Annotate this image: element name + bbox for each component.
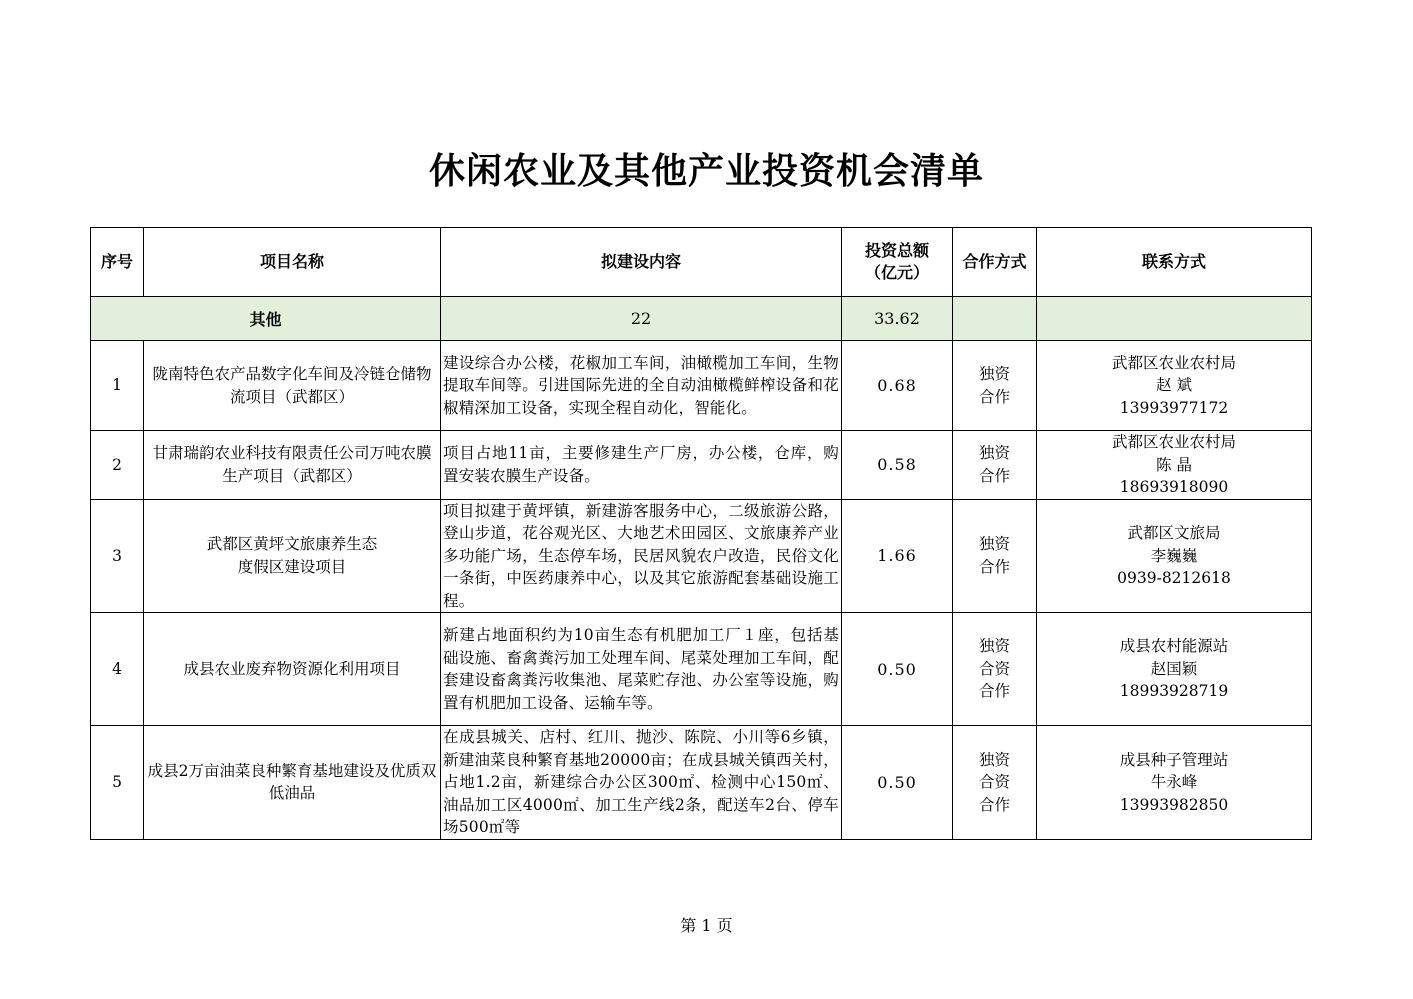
row-investment-amount: 0.50 bbox=[842, 726, 953, 840]
summary-label: 其他 bbox=[91, 297, 441, 341]
header-amount bbox=[842, 228, 953, 297]
table-row bbox=[91, 431, 1312, 500]
contact-org: 成县种子管理站 bbox=[1119, 750, 1229, 769]
table-row bbox=[91, 726, 1312, 840]
row-contact bbox=[1037, 499, 1312, 613]
page-number: 第 1 页 bbox=[680, 916, 733, 935]
row-construction-content: 建设综合办公楼，花椒加工车间，油橄榄加工车间，生物提取车间等。引进国际先进的全自动油橄榄鲜榨设备和花椒精深加工设备，实现全程自动化，智能化。 bbox=[441, 341, 842, 431]
row-project-name: 成县农业废弃物资源化利用项目 bbox=[144, 613, 441, 726]
row-cooperation-mode: 独资 合作 bbox=[953, 499, 1037, 613]
data-rows bbox=[91, 341, 1312, 840]
row-construction-content: 在成县城关、店村、红川、抛沙、陈院、小川等6乡镇，新建油菜良种繁育基地20000亩；在成县城关镇西关村，占地1.2亩，新建综合办公区300㎡、检测中心150㎡、油品加工区4000㎡、加工生产线2条，配送车2台、停车场500㎡等 bbox=[441, 726, 842, 840]
summary-blank-contact bbox=[1037, 297, 1312, 341]
row-construction-content: 项目占地11亩，主要修建生产厂房，办公楼，仓库，购置安装农膜生产设备。 bbox=[441, 431, 842, 500]
contact-phone: 13993977172 bbox=[1119, 398, 1229, 417]
row-seq: 5 bbox=[91, 726, 144, 840]
contact-phone: 18993928719 bbox=[1119, 682, 1229, 701]
summary-count: 22 bbox=[441, 297, 842, 341]
row-investment-amount: 0.50 bbox=[842, 613, 953, 726]
row-seq: 4 bbox=[91, 613, 144, 726]
contact-person: 赵国颖 bbox=[1150, 659, 1198, 678]
row-project-name: 成县2万亩油菜良种繁育基地建设及优质双低油品 bbox=[144, 726, 441, 840]
table-row bbox=[91, 499, 1312, 613]
row-seq: 1 bbox=[91, 341, 144, 431]
row-investment-amount: 0.58 bbox=[842, 431, 953, 500]
contact-person: 赵 斌 bbox=[1156, 376, 1192, 395]
row-construction-content: 新建占地面积约为10亩生态有机肥加工厂１座，包括基础设施、畜禽粪污加工处理车间、尾菜处理加工车间，配套建设畜禽粪污收集池、尾菜贮存池、办公室等设施，购置有机肥加工设备、运输车等。 bbox=[441, 613, 842, 726]
contact-phone: 13993982850 bbox=[1119, 795, 1229, 814]
contact-org: 成县农村能源站 bbox=[1119, 637, 1229, 656]
header-contact: 联系方式 bbox=[1037, 228, 1312, 297]
summary-total: 33.62 bbox=[842, 297, 953, 341]
row-cooperation-mode: 独资 合作 bbox=[953, 341, 1037, 431]
contact-org: 武都区农业农村局 bbox=[1111, 353, 1236, 372]
contact-phone: 18693918090 bbox=[1119, 478, 1229, 496]
summary-row bbox=[91, 297, 1312, 341]
contact-org: 武都区文旅局 bbox=[1127, 524, 1221, 542]
investment-table bbox=[90, 227, 1312, 840]
header-name: 项目名称 bbox=[144, 228, 441, 297]
contact-person: 陈 晶 bbox=[1156, 455, 1192, 474]
summary-blank-mode bbox=[953, 297, 1037, 341]
row-investment-amount: 0.68 bbox=[842, 341, 953, 431]
row-construction-content: 项目拟建于黄坪镇，新建游客服务中心，二级旅游公路，登山步道，花谷观光区、大地艺术田园区、文旅康养产业多功能广场，生态停车场，民居风貌农户改造，民俗文化一条街，中医药康养中心，以及其它旅游配套基础设施工程。 bbox=[441, 499, 842, 613]
contact-person: 牛永峰 bbox=[1150, 773, 1198, 791]
row-seq: 3 bbox=[91, 499, 144, 613]
row-contact bbox=[1037, 431, 1312, 500]
header-mode: 合作方式 bbox=[953, 228, 1037, 297]
row-seq: 2 bbox=[91, 431, 144, 500]
row-investment-amount: 1.66 bbox=[842, 499, 953, 613]
header-seq: 序号 bbox=[91, 228, 144, 297]
header-row bbox=[91, 228, 1312, 297]
row-contact bbox=[1037, 613, 1312, 726]
table-row bbox=[91, 613, 1312, 726]
row-cooperation-mode: 独资 合资 合作 bbox=[953, 726, 1037, 840]
row-cooperation-mode: 独资 合作 bbox=[953, 431, 1037, 500]
header-amount-line2: （亿元） bbox=[864, 263, 929, 282]
row-contact bbox=[1037, 341, 1312, 431]
row-project-name: 武都区黄坪文旅康养生态 度假区建设项目 bbox=[144, 499, 441, 613]
row-project-name: 陇南特色农产品数字化车间及冷链仓储物流项目（武都区） bbox=[144, 341, 441, 431]
contact-person: 李巍巍 bbox=[1150, 546, 1198, 565]
row-cooperation-mode: 独资 合资 合作 bbox=[953, 613, 1037, 726]
contact-org: 武都区农业农村局 bbox=[1111, 433, 1236, 451]
header-content: 拟建设内容 bbox=[441, 228, 842, 297]
row-project-name: 甘肃瑞韵农业科技有限责任公司万吨农膜生产项目（武都区） bbox=[144, 431, 441, 500]
table-row bbox=[91, 341, 1312, 431]
row-contact bbox=[1037, 726, 1312, 840]
contact-phone: 0939-8212618 bbox=[1117, 569, 1231, 587]
header-amount-line1: 投资总额 bbox=[864, 241, 929, 260]
page-title: 休闲农业及其他产业投资机会清单 bbox=[428, 151, 984, 192]
